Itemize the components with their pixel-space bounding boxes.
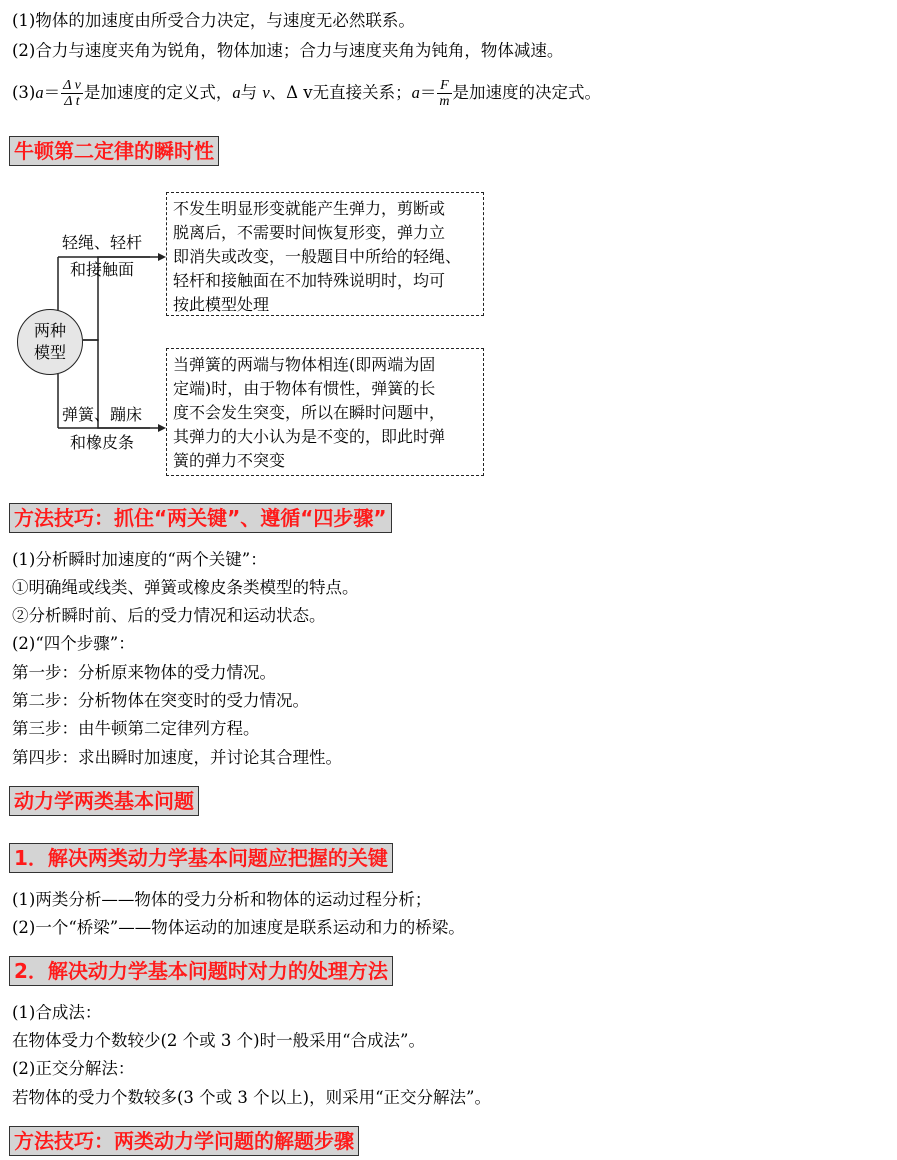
text-line: (2)合力与速度夹角为锐角，物体加速；合力与速度夹角为钝角，物体减速。 [12,41,564,60]
fraction-delta-v-over-delta-t: $\frac{\text{Δ v}}{\text{Δ t}}$ [63,78,81,109]
text-line: 第一步：分析原来物体的受力情况。 [12,663,276,682]
fraction-f-over-m: $\frac{F}{m}$ [439,78,450,109]
text-line: 第二步：分析物体在突变时的受力情况。 [12,691,309,710]
text-line: (1)分析瞬时加速度的“两个关键”： [12,550,267,569]
text-line: ①明确绳或线类、弹簧或橡皮条类模型的特点。 [12,578,359,597]
section-heading: 牛顿第二定律的瞬时性 [9,136,219,166]
branch-label-spring: 弹簧、蹦床 [62,405,143,424]
section-heading: 1．解决两类动力学基本问题应把握的关键 [9,843,393,873]
section-heading: 方法技巧：两类动力学问题的解题步骤 [9,1126,359,1156]
text-line: ②分析瞬时前、后的受力情况和运动状态。 [12,606,326,625]
text-line: (2)一个“桥梁”——物体运动的加速度是联系运动和力的桥梁。 [12,918,465,937]
text-line: (2)正交分解法： [12,1059,135,1078]
text-line: (1)合成法： [12,1003,102,1022]
text-line: 第四步：求出瞬时加速度，并讨论其合理性。 [12,748,342,767]
section-heading: 2．解决动力学基本问题时对力的处理方法 [9,956,393,986]
branch-label-rope-2: 和接触面 [70,260,135,279]
branch-label-spring-2: 和橡皮条 [70,433,135,452]
rigid-model-description: 不发生明显形变就能产生弹力，剪断或 脱离后，不需要时间恢复形变，弹力立 即消失或改变，一般题目中所给的轻绳、 轻杆和接触面在不加特殊说明时，均可 按此模型处理 [166,192,484,316]
text-line: 在物体受力个数较少(2 个或 3 个)时一般采用“合成法”。 [12,1031,425,1050]
text-line: (1)两类分析——物体的受力分析和物体的运动过程分析； [12,890,432,909]
text-line: (1)物体的加速度由所受合力决定，与速度无必然联系。 [12,11,415,30]
two-models-node: 两种 模型 [17,309,83,375]
text-line: (2)“四个步骤”： [12,634,135,653]
section-heading: 方法技巧：抓住“两关键”、遵循“四步骤” [9,503,392,533]
text-line: 若物体的受力个数较多(3 个或 3 个以上)，则采用“正交分解法”。 [12,1088,491,1107]
text-line: 第三步：由牛顿第二定律列方程。 [12,719,260,738]
formula-line: (3)a＝ $\frac{\text{Δ v}}{\text{Δ t}}$ 是加速度的定义式，a与 v、Δ v无直接关系；a＝ $\frac{F}{m}$ 是加速度的决定式。 [12,78,601,109]
branch-label-rope: 轻绳、轻杆 [62,233,143,252]
section-heading: 动力学两类基本问题 [9,786,199,816]
elastic-model-description: 当弹簧的两端与物体相连(即两端为固 定端)时，由于物体有惯性，弹簧的长 度不会发生突变，所以在瞬时问题中， 其弹力的大小认为是不变的，即此时弹 簧的弹力不突变 [166,348,484,476]
